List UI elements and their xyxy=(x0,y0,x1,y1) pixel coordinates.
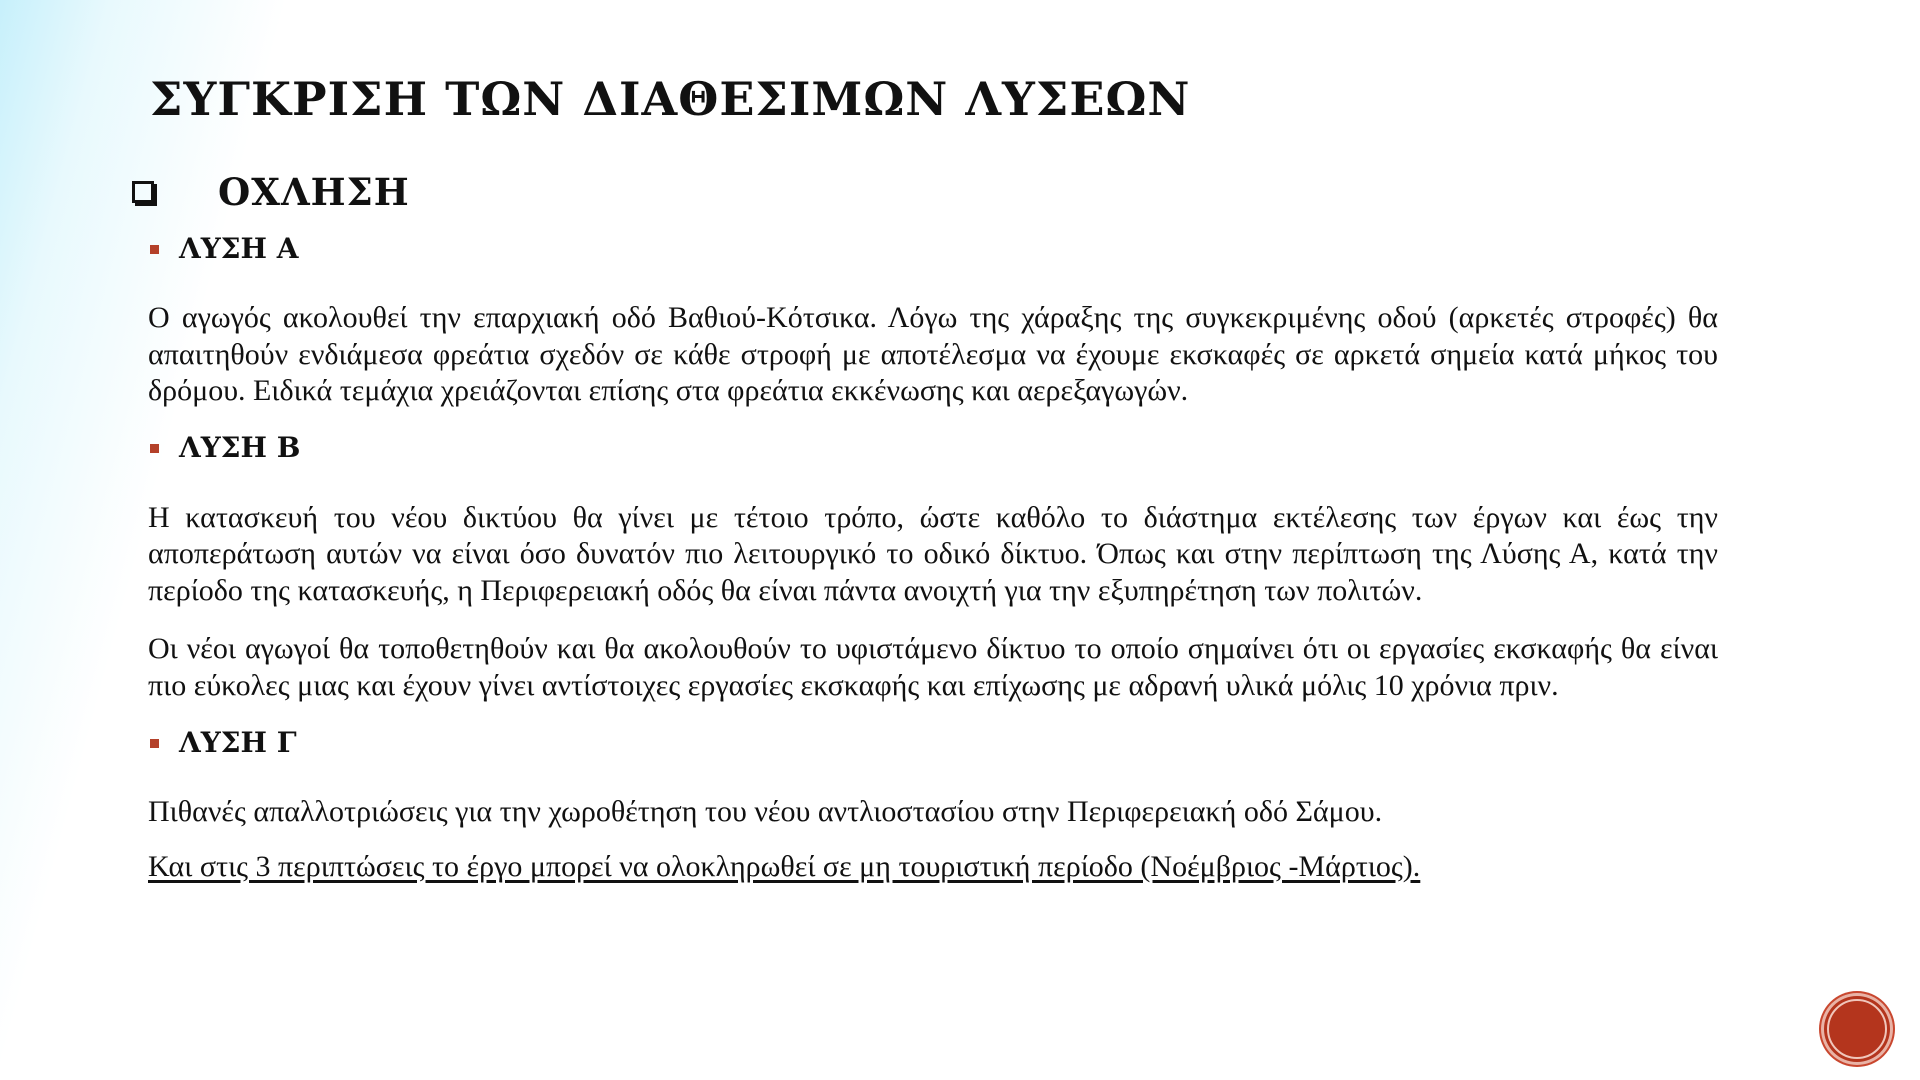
section-heading xyxy=(132,170,410,214)
circle-button-icon[interactable] xyxy=(1821,993,1893,1065)
solution-c-text: Πιθανές απαλλοτριώσεις για την χωροθέτηση του νέου αντλιοστασίου στην Περιφερειακή οδό Σάμου. xyxy=(148,795,1383,828)
checkbox-icon xyxy=(132,181,154,203)
square-bullet-icon xyxy=(150,245,159,254)
solution-a-label: ΛΥΣΗ Α xyxy=(179,231,299,265)
section-label: ΟΧΛΗΣΗ xyxy=(218,170,410,214)
solution-a-text: Ο αγωγός ακολουθεί την επαρχιακή οδό Βαθιού-Κότσικα. Λόγω της χάραξης της συγκεκριμένης οδού (αρκετές στροφές) θα απαιτηθούν ενδιάμεσα φρεάτια σχεδόν σε κάθε στροφή με αποτέλεσμα να έχουμε εκσκαφές σε αρκετά σημεία κατά μήκος του δρόμου. Ειδικά τεμάχια χρειάζονται επίσης στα φρεάτια εκκένωσης και αερεξαγωγών. xyxy=(148,301,1718,407)
conclusion-text: Και στις 3 περιπτώσεις το έργο μπορεί να ολοκληρωθεί σε μη τουριστική περίοδο (Νοέμβριος -Μάρτιος). xyxy=(148,849,1421,883)
square-bullet-icon xyxy=(150,739,159,748)
solution-b-text-1: Η κατασκευή του νέου δικτύου θα γίνει με τέτοιο τρόπο, ώστε καθόλο το διάστημα εκτέλεσης των έργων και έως την αποπεράτωση αυτών να είναι όσο δυνατόν πιο λειτουργικό το οδικό δίκτυο. Όπως και στην περίπτωση της Λύσης Α, κατά την περίοδο της κατασκευής, η Περιφερειακή οδός θα είναι πάντα ανοιχτή για την εξυπηρέτηση των πολιτών. xyxy=(148,500,1718,607)
solution-a-heading xyxy=(148,228,1718,270)
solution-c-label: ΛΥΣΗ Γ xyxy=(179,725,297,759)
square-bullet-icon xyxy=(150,444,159,453)
slide-content xyxy=(148,228,1718,885)
solution-b-heading xyxy=(148,428,1718,470)
solution-b-text-2: Οι νέοι αγωγοί θα τοποθετηθούν και θα ακολουθούν το υφιστάμενο δίκτυο το οποίο σημαίνει ότι οι εργασίες εκσκαφής θα είναι πιο εύκολες μιας και έχουν γίνει αντίστοιχες εργασίες εκσκαφής και επίχωσης με αδρανή υλικά μόλις 10 χρόνια πριν. xyxy=(148,632,1718,702)
solution-b-label: ΛΥΣΗ Β xyxy=(179,431,301,465)
slide-title: ΣΥΓΚΡΙΣΗ ΤΩΝ ΔΙΑΘΕΣΙΜΩΝ ΛΥΣΕΩΝ xyxy=(150,72,1191,126)
solution-c-heading xyxy=(148,722,1718,764)
